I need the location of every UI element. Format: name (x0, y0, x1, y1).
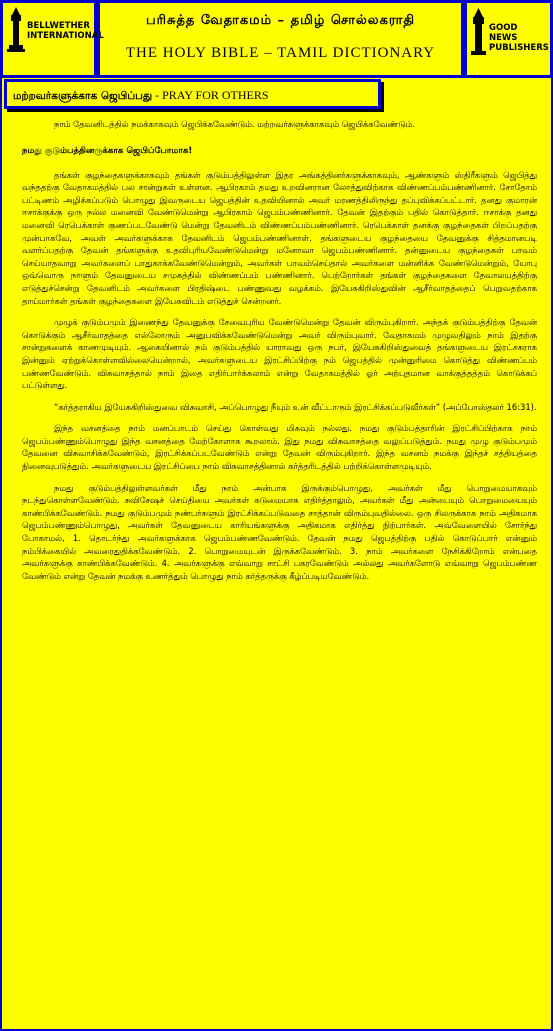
bible-verse-quote: “கர்த்தராகிய இயேசுகிறிஸ்துவை விசுவாசி, அப்பொழுது நீயும் உன் வீட்டாரும் இரட்சிக்கப்படுவீர்கள்” (அப்போஸ்தலர் 16:31). (54, 401, 537, 412)
title-english: THE HOLY BIBLE – TAMIL DICTIONARY (125, 45, 436, 61)
article-body (22, 118, 537, 591)
subtitle (13, 88, 269, 103)
bellwether-logo (0, 0, 104, 78)
bellwether-logo-text: BELLWETHER INTERNATIONAL (27, 21, 104, 41)
paragraph-memorize-verse: இந்த வசனத்தை நாம் மனப்பாடம் செய்து கொள்வது மிகவும் நல்லது. நமது குடும்பத்தாரின் இரட்சிப்பிற்காக நாம் ஜெபம்பண்ணும்பொழுது இந்த வசனத்தை மேற்கோளாக கூறலாம். இது நமது விசுவாசத்தை வலுப்படுத்தும். நமது முழு குடும்பமும் தேவனை விசுவாசிக்கவேண்டும், இரட்சிக்கப்படவேண்டும் என்று தேவன் விரும்புகிறார். இந்த வசனம் நமக்கு இந்தச் சத்தியத்தை நினைவுபடுத்தும். அவர்களுடைய இரட்சிப்பை நாம் விசுவாசத்தினால் கர்த்தரிடத்தில் பற்றிக்கொள்ளமுடியும். (22, 423, 537, 472)
title-tamil: பரிசுத்த வேதாகமம் – தமிழ் சொல்லகராதி (145, 13, 416, 28)
subtitle-separator: - (152, 88, 163, 102)
header (0, 0, 553, 80)
title-box (97, 0, 464, 78)
paragraph-whole-family: முழுக் குடும்பமும் இணைந்து தேவனுக்கு சேவைபுரிய வேண்டுமென்று தேவன் விரும்புகிறார். அந்தக் குடும்பத்திற்கு தேவன் கொடுக்கும் ஆசீர்வாதத்தை எல்லோரும் அனுபவிக்கவேண்டுமென்று அவர் விரும்புவார். வேதாகமம் முழுவதிலும் நாம் இதற்கு சான்றுகளைக் காணமுடியும். ஆகையினால் நம் குடும்பத்தில் யாராவது ஒரு நபர், இயேசுகிறிஸ்துவைத் தங்களுடைய இரட்சகராக இன்னும் ஏற்றுக்கொள்ளவில்லையென்றால், அவர்களுடைய இரட்சிப்பிற்கு நம் ஜெபத்தில் முன்னுரிமை கொடுத்து விண்ணப்பம் பண்ணவேண்டும். விசுவாசத்தால் நாம் இதை எதிர்பார்க்கலாம் என்று வேதாகமத்தில் ஓர் அற்புதமான வாக்குத்தத்தம் கொடுக்கப் பட்டுள்ளது. (22, 317, 537, 391)
subtitle-box (4, 79, 381, 109)
paragraph-patience: நமது குடும்பத்திலுள்ளவர்கள் மீது நாம் அன்பாக இருக்கும்பொழுது, அவர்கள் மீது பொறுமையாகவும் நடந்துகொள்ளவேண்டும். சுவிசேஷச் செய்தியை அவர்கள் கடுமையாக எதிர்த்தாலும், அவர்கள் மீது அன்பையும் பொறுமையையும் காண்பிக்கவேண்டும். நமது குடும்பமும் நண்பர்களும் இரட்சிக்கப்படுவதை சாத்தான் விரும்புவதில்லை. ஒரு சிலருக்காக நாம் அதிகமாக ஜெபம்பண்ணும்பொழுது, அவர்கள் தேவனுடைய காரியங்களுக்கு அதிகமாக எதிர்த்து நிற்பார்கள். அவ்வேளையில் சோர்ந்து போகாமல், 1. தொடர்ந்து அவர்களுக்காக ஜெபம்பண்ணவேண்டும். தேவன் நமது ஜெபத்திற்கு பதில் கொடுப்பார் என்னும் நம்பிக்கையில் அவரைதுதிக்கவேண்டும். 2. பொறுமையுடன் இருக்கவேண்டும். 3. நாம் அவர்களை நேசிக்கிறோம் என்பதை அவர்களுக்கு காண்பிக்கவேண்டும். 4. அவர்களுக்கு எவ்வாறு சாட்சி பகரவேண்டும் அல்லது அவர்களோடு எவ்வாறு ஜெபம்பண்ண வேண்டும் என்று தேவன் நமக்கு உணர்த்தும் பொழுது நாம் கர்த்தருக்கு கீழ்ப்படியவேண்டும். (22, 482, 537, 581)
subtitle-tamil: மற்றவர்களுக்காக ஜெபிப்பது (13, 90, 153, 102)
subtitle-english: PRAY FOR OTHERS (162, 88, 269, 102)
good-news-logo (464, 0, 553, 78)
intro-paragraph: நாம் தேவனிடத்தில் நமக்காகவும் ஜெபிக்கவேண்டும். மற்றவர்களுக்காகவும் ஜெபிக்கவேண்டும். (54, 119, 416, 129)
good-news-logo-text: GOOD NEWS PUBLISHERS (489, 23, 549, 53)
paragraph-family-prayer: தங்கள் குழந்தைகளுக்காகவும் தங்கள் குடும்பத்திலுள்ள இதர அங்கத்தினர்களுக்காகவும், ஆண்களும் ஸ்திரீகளும் ஜெபித்து வந்ததற்கு வேதாகமத்தில் பல சான்றுகள் உள்ளன. ஆபிரகாம் தமது உறவினரான லோத்துவிற்காக விண்ணப்பம்பண்ணினார். சோதோம் பட்டிணம் அழிக்கப்படும் பொழுது இவருடைய ஜெபத்தின் உதவியினால் அவர் மரணத்திலிருந்து தப்புவிக்கப்பட்டார். தனது குமாரன் ஈசாக்குக்கு ஒரு நல்ல மனைவி வேண்டுமென்று ஆபிரகாம் ஜெபம்பண்ணினார். தேவன் இதற்கும் பதில் கொடுத்தார். ஈசாக்கு தனது மனைவி ரெபெக்காள் குணப்படவேண்டு மென்று தேவனிடம் விண்ணப்பம்பண்ணினார். ரெபெக்காள் தனக்கு குழந்தைகள் பிறப்பதற்கு முன்பாகவே, அவள் அவர்களுக்காக தேவனிடம் ஜெபம்பண்ணினாள். தங்களுடைய குழந்தையை தேவனுக்கு சித்தமானபடி வளர்ப்பதற்கு தேவன் தங்களுக்கு உதவிபுரியவேண்டுமென்று மனோவா ஜெபம்பண்ணினார். தன்னுடைய குழந்தைகள் பாவம் செய்யாதவாறு அவர்களைப் பாதுகாக்கவேண்டுமென்றும், அவர்கள் பாவம்செய்தால் அவர்களை மன்னிக்க வேண்டுமென்றும், யோபு ஒவ்வொரு நாளும் தேவனுடைய சமுகத்தில் விண்ணப்பம் பண்ணினார். பெற்றோர்கள் தங்கள் குழந்தைகளை தேவாலயத்திற்கு எடுத்துச்சென்று தேவனிடம் அவர்களை பிரதிஷ்டை பண்ணுவது வழக்கம். இயேசுகிறிஸ்துவின் ஆசீர்வாதத்தைப் பெறுவதற்காக தாய்மார்கள் தங்கள் குழந்தைகளை இயேசுவிடம் எடுத்துச் சென்றனர். (22, 169, 537, 306)
section-heading: நமது குடும்பத்தினருக்காக ஜெபிப்போமாக! (22, 145, 193, 156)
